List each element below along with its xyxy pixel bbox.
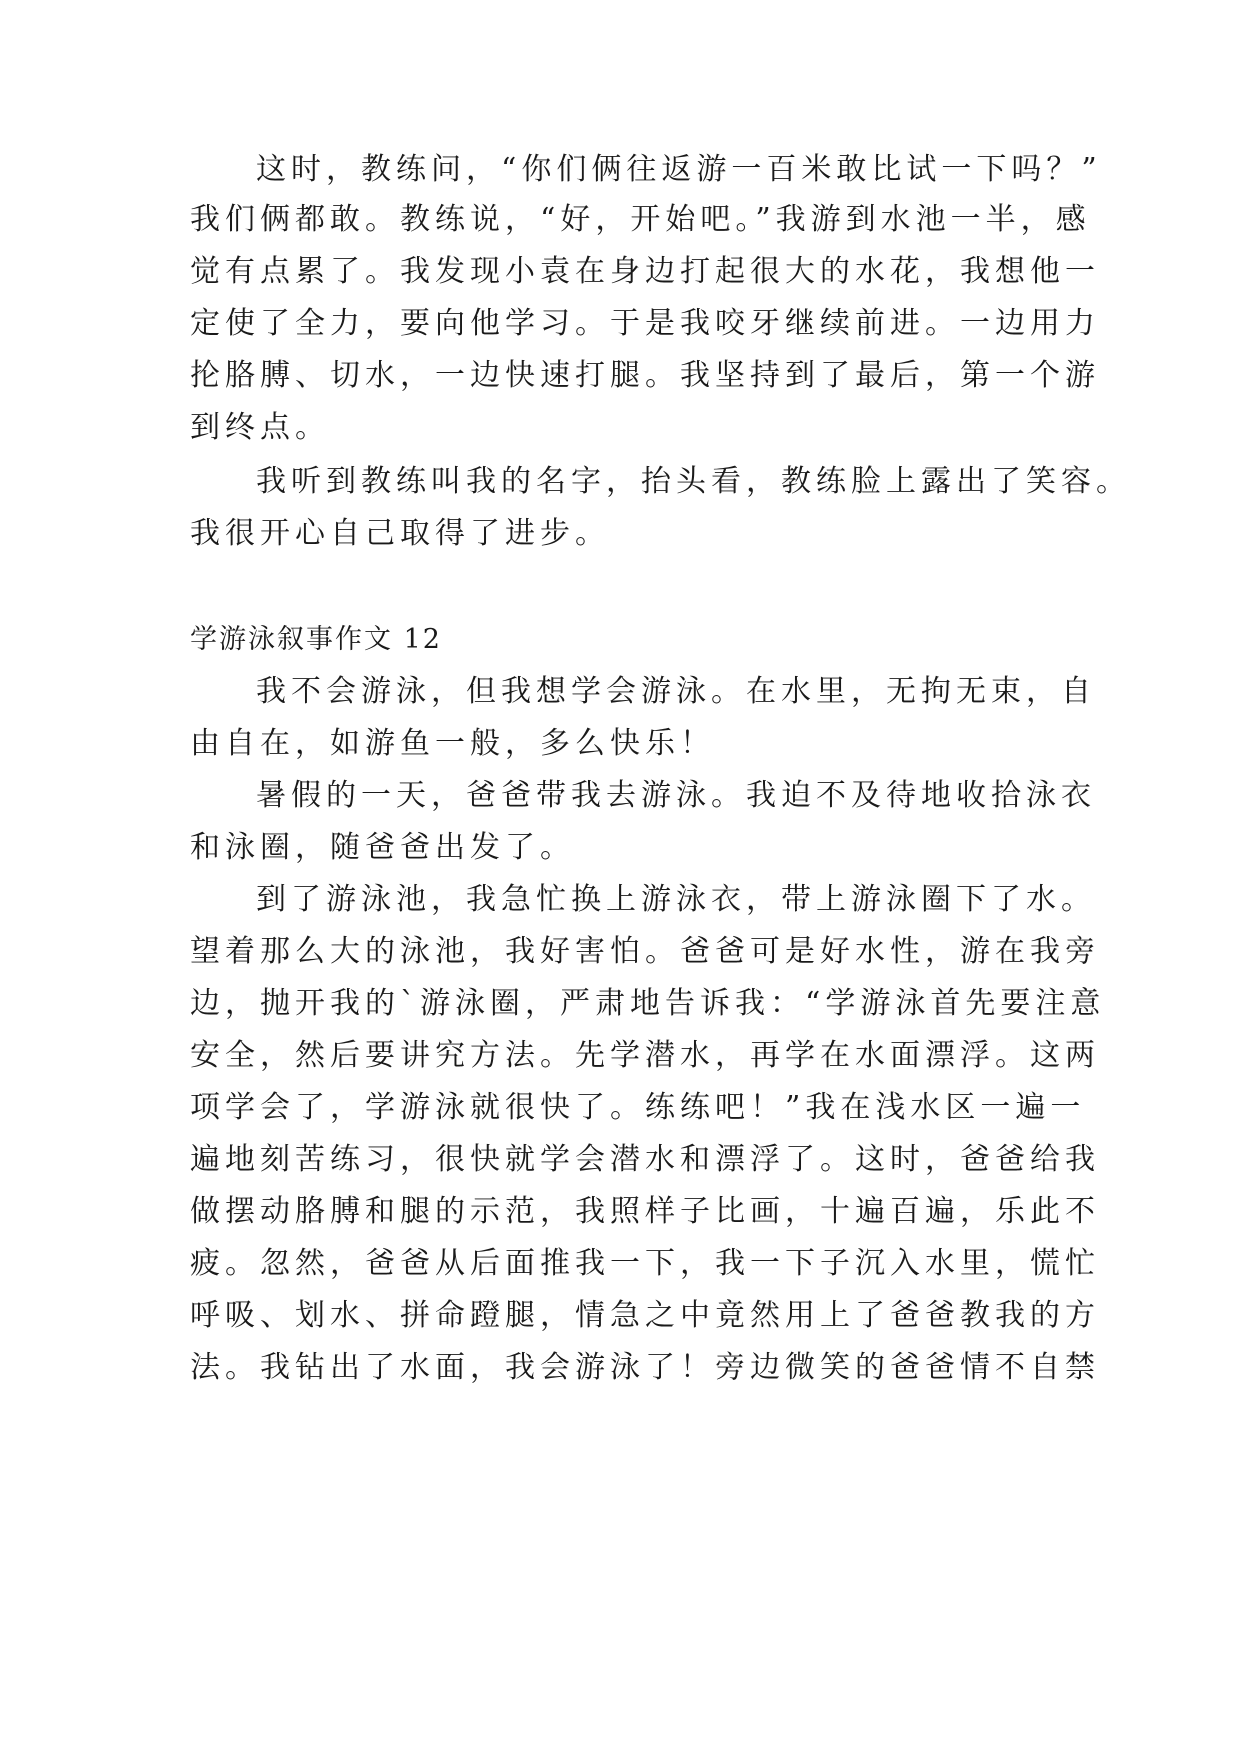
text-line: 安全，然后要讲究方法。先学潜水，再学在水面漂浮。这两 — [190, 1038, 1100, 1073]
text-line: 项学会了，学游泳就很快了。练练吧！”我在浅水区一遍一 — [190, 1090, 1086, 1125]
text-line: 疲。忽然，爸爸从后面推我一下，我一下子沉入水里，慌忙 — [190, 1246, 1100, 1281]
text-line: 暑假的一天，爸爸带我去游泳。我迫不及待地收拾泳衣 — [256, 778, 1096, 813]
text-line: 定使了全力，要向他学习。于是我咬牙继续前进。一边用力 — [190, 306, 1100, 341]
text-line: 我听到教练叫我的名字，抬头看，教练脸上露出了笑容。 — [256, 464, 1131, 499]
text-line: 法。我钻出了水面，我会游泳了！旁边微笑的爸爸情不自禁 — [190, 1350, 1100, 1385]
section-title: 学游泳叙事作文 12 — [190, 624, 442, 655]
text-line: 觉有点累了。我发现小袁在身边打起很大的水花，我想他一 — [190, 254, 1100, 289]
text-line: 我们俩都敢。教练说，“好，开始吧。”我游到水池一半，感 — [190, 202, 1091, 237]
text-line: 呼吸、划水、拼命蹬腿，情急之中竟然用上了爸爸教我的方 — [190, 1298, 1100, 1333]
text-line: 遍地刻苦练习，很快就学会潜水和漂浮了。这时，爸爸给我 — [190, 1142, 1100, 1177]
text-line: 抡胳膊、切水，一边快速打腿。我坚持到了最后，第一个游 — [190, 358, 1100, 393]
text-line: 这时，教练问，“你们俩往返游一百米敢比试一下吗？” — [256, 152, 1102, 187]
text-line: 边，抛开我的`游泳圈，严肃地告诉我：“学游泳首先要注意 — [190, 986, 1106, 1021]
text-line: 我很开心自己取得了进步。 — [190, 516, 610, 551]
text-line: 到了游泳池，我急忙换上游泳衣，带上游泳圈下了水。 — [256, 882, 1096, 917]
text-line: 和泳圈，随爸爸出发了。 — [190, 830, 575, 865]
text-line: 望着那么大的泳池，我好害怕。爸爸可是好水性，游在我旁 — [190, 934, 1100, 969]
text-line: 做摆动胳膊和腿的示范，我照样子比画，十遍百遍，乐此不 — [190, 1194, 1100, 1229]
text-line: 我不会游泳，但我想学会游泳。在水里，无拘无束，自 — [256, 674, 1096, 709]
text-line: 由自在，如游鱼一般，多么快乐！ — [190, 726, 715, 761]
text-line: 到终点。 — [190, 410, 330, 445]
